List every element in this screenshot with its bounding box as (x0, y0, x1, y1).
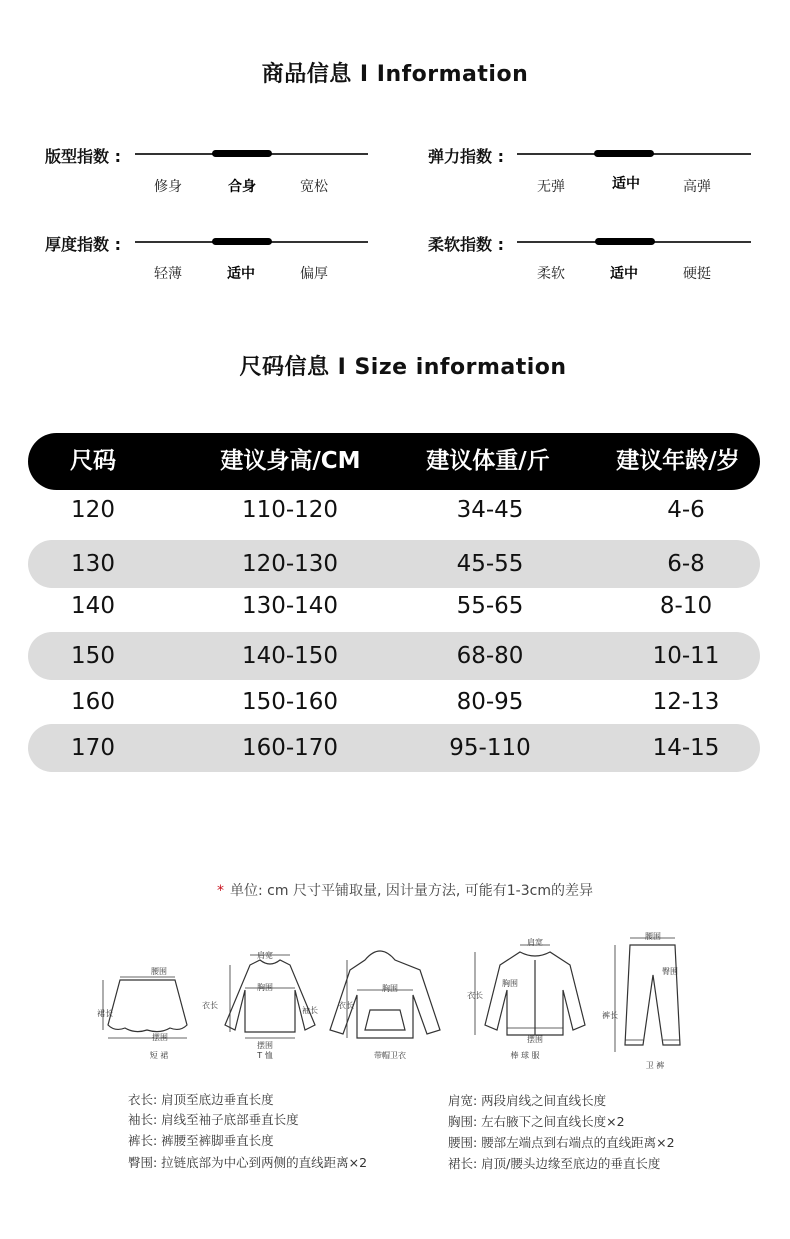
measurement-def: 裙长: 肩顶/腰头边缘至底边的垂直长度 (448, 1156, 661, 1171)
tshirt-hem-label: 摆围 (257, 1041, 273, 1050)
cell-size: 170 (71, 735, 115, 761)
table-row (28, 724, 760, 772)
thickness-option-medium: 适中 (227, 266, 255, 282)
header-age: 建议年龄/岁 (616, 448, 740, 474)
measurement-def: 肩宽: 两段肩线之间直线长度 (448, 1093, 607, 1108)
header-size: 尺码 (70, 448, 116, 474)
hoodie-illustration (330, 951, 440, 1038)
note-text: 单位: cm 尺寸平铺取量, 因计量方法, 可能有1-3cm的差异 (230, 883, 593, 899)
softness-option-soft: 柔软 (537, 266, 565, 282)
pants-waist-label: 腰围 (645, 932, 661, 941)
skirt-name: 短 裙 (149, 1051, 169, 1060)
softness-index-label: 柔软指数 : (428, 235, 504, 254)
cell-size: 140 (71, 593, 115, 619)
softness-option-medium: 适中 (610, 266, 638, 282)
table-row (28, 540, 760, 588)
pants-length-label: 裤长 (602, 1011, 618, 1020)
cell-age: 12-13 (652, 689, 720, 715)
elasticity-option-medium: 适中 (612, 176, 640, 192)
cell-height: 160-170 (241, 735, 339, 761)
tshirt-illustration (225, 955, 315, 1038)
cell-weight: 68-80 (456, 643, 524, 669)
cell-size: 130 (71, 551, 115, 577)
elasticity-option-none: 无弹 (537, 179, 565, 195)
cell-age: 14-15 (652, 735, 720, 761)
skirt-length-label: 裙长 (97, 1009, 113, 1018)
table-row (28, 486, 760, 534)
cell-weight: 55-65 (456, 593, 524, 619)
pants-hip-label: 臀围 (662, 967, 678, 976)
jacket-length-label: 衣长 (467, 991, 483, 1000)
cell-weight: 34-45 (456, 497, 524, 523)
product-info-title: 商品信息 I Information (261, 62, 529, 87)
cell-height: 130-140 (241, 593, 339, 619)
thickness-index-label: 厚度指数 : (45, 235, 121, 254)
cell-height: 120-130 (241, 551, 339, 577)
jacket-shoulder-label: 肩宽 (527, 938, 543, 947)
thickness-option-thin: 轻薄 (154, 266, 182, 282)
fit-option-slim: 修身 (154, 179, 182, 195)
fit-index-marker (212, 150, 272, 157)
thickness-index-marker (212, 238, 272, 245)
fit-index-label: 版型指数 : (45, 147, 121, 166)
cell-age: 10-11 (652, 643, 720, 669)
cell-age: 6-8 (667, 551, 705, 577)
table-row (28, 678, 760, 726)
measurement-def: 胸围: 左右腋下之间直线长度×2 (448, 1114, 625, 1129)
hoodie-chest-label: 胸围 (382, 984, 398, 993)
softness-option-stiff: 硬挺 (683, 266, 711, 282)
jacket-chest-label: 胸围 (502, 979, 518, 988)
hoodie-name: 带帽卫衣 (374, 1051, 406, 1060)
garment-illustrations (95, 930, 695, 1070)
tshirt-sleeve-label: 袖长 (302, 1006, 318, 1015)
cell-weight: 95-110 (449, 735, 531, 761)
skirt-hem-label: 摆围 (152, 1033, 168, 1042)
jacket-name: 棒 球 服 (510, 1051, 540, 1060)
elasticity-index-label: 弹力指数 : (428, 147, 504, 166)
pants-name: 卫 裤 (645, 1061, 665, 1070)
measurement-def: 裤长: 裤腰至裤脚垂直长度 (128, 1133, 274, 1148)
cell-age: 8-10 (659, 593, 713, 619)
cell-size: 160 (71, 689, 115, 715)
cell-size: 120 (71, 497, 115, 523)
tshirt-name: T 恤 (257, 1051, 273, 1060)
measurement-def: 袖长: 肩线至袖子底部垂直长度 (128, 1112, 299, 1127)
thickness-option-thick: 偏厚 (300, 266, 328, 282)
measurement-note (0, 880, 790, 900)
tshirt-chest-label: 胸围 (257, 983, 273, 992)
measurement-def: 臀围: 拉链底部为中心到两侧的直线距离×2 (128, 1155, 368, 1170)
cell-height: 150-160 (241, 689, 339, 715)
pants-illustration (615, 938, 680, 1052)
cell-height: 110-120 (241, 497, 339, 523)
jacket-hem-label: 摆围 (527, 1035, 543, 1044)
note-star: * (217, 883, 225, 899)
measurement-def: 腰围: 腰部左端点到右端点的直线距离×2 (448, 1135, 675, 1150)
cell-age: 4-6 (667, 497, 705, 523)
size-info-title: 尺码信息 I Size information (239, 355, 567, 380)
fit-option-loose: 宽松 (300, 179, 328, 195)
table-row (28, 632, 760, 680)
skirt-waist-label: 腰围 (151, 967, 167, 976)
cell-size: 150 (71, 643, 115, 669)
elasticity-index-marker (594, 150, 654, 157)
hoodie-length-label: 衣长 (338, 1001, 354, 1010)
header-height: 建议身高/CM (220, 448, 361, 474)
size-table-header (28, 433, 760, 490)
measurement-def: 衣长: 肩顶至底边垂直长度 (128, 1092, 274, 1107)
tshirt-length-label: 衣长 (202, 1001, 218, 1010)
cell-weight: 45-55 (456, 551, 524, 577)
table-row (28, 582, 760, 630)
elasticity-option-high: 高弹 (683, 179, 711, 195)
cell-height: 140-150 (241, 643, 339, 669)
cell-weight: 80-95 (456, 689, 524, 715)
tshirt-shoulder-label: 肩宽 (257, 951, 273, 960)
softness-index-marker (595, 238, 655, 245)
fit-option-regular: 合身 (228, 179, 256, 195)
header-weight: 建议体重/斤 (426, 448, 550, 474)
